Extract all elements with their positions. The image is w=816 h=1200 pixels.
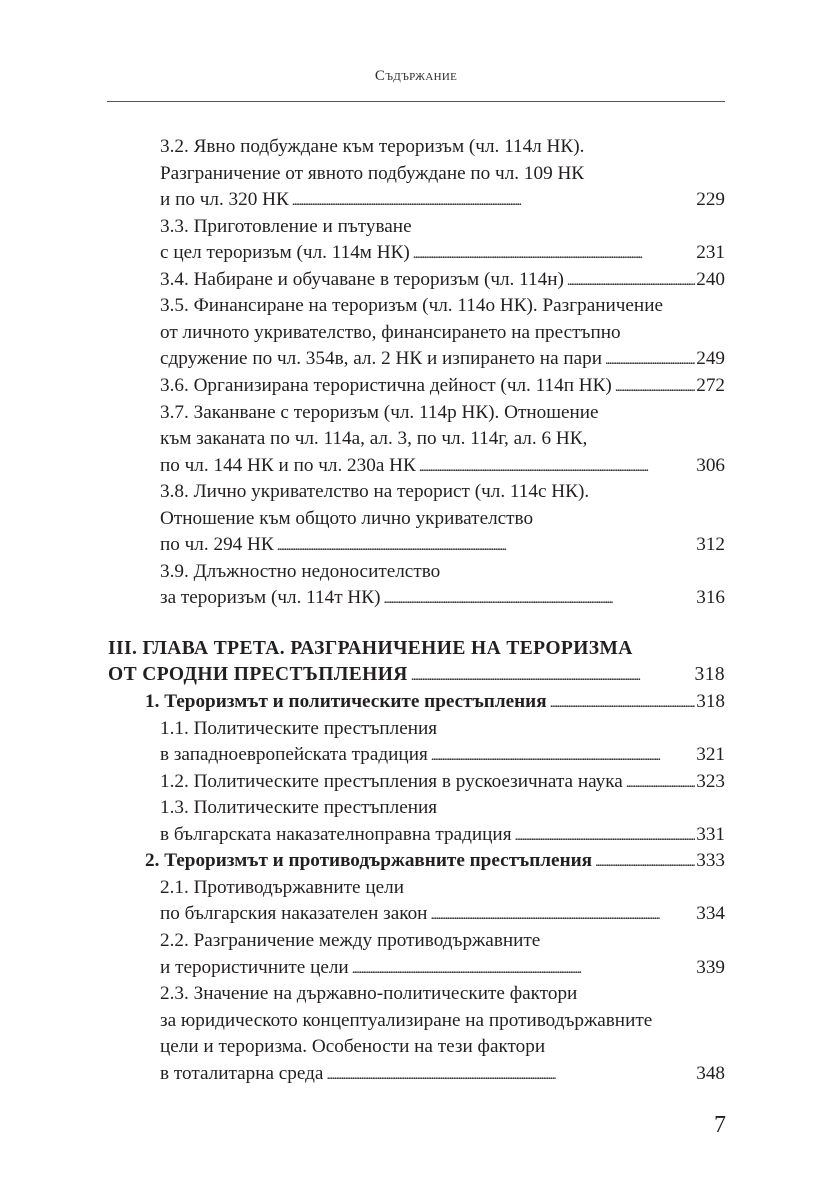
toc-entry-line xyxy=(160,559,725,585)
toc-entry-text: 3.8. Лично укривателство на терорист (чл. 114с НК). xyxy=(160,481,590,503)
toc-entry-line xyxy=(160,875,725,901)
toc-entry-line xyxy=(108,636,725,662)
toc-entry-line xyxy=(160,901,725,927)
toc-entry-text: към заканата по чл. 114а, ал. 3, по чл. 114г, ал. 6 НК, xyxy=(160,428,588,450)
toc-entry-line xyxy=(160,532,725,558)
toc-entry-line xyxy=(160,373,725,399)
toc-page-number: 333 xyxy=(696,850,725,872)
toc-entry-line xyxy=(160,585,725,611)
toc-entry-text: в тоталитарна среда xyxy=(160,1062,324,1084)
toc-page-number: 272 xyxy=(696,374,725,396)
toc-entry-text: Отношение към общото лично укривателство xyxy=(160,507,534,529)
toc-entry-line xyxy=(160,822,725,848)
toc-entry-text: за тероризъм (чл. 114т НК) xyxy=(160,587,381,609)
toc-entry-text: 1.2. Политическите престъпления в рускоезичната наука xyxy=(160,770,623,792)
toc-entry-line xyxy=(160,187,725,213)
toc-page-number: 240 xyxy=(696,268,725,290)
toc-entry-text: с цел тероризъм (чл. 114м НК) xyxy=(160,242,410,264)
toc-entry-text: 1. Тероризмът и политическите престъпления xyxy=(145,691,547,712)
toc-entry-text: по чл. 294 НК xyxy=(160,534,274,556)
toc-entry-text: от личното укривателство, финансирането на престъпно xyxy=(160,321,621,343)
toc-entry-text: в западноевропейската традиция xyxy=(160,744,428,766)
toc-page-number: 348 xyxy=(696,1062,725,1084)
dot-leader xyxy=(413,240,695,268)
toc-entry-line xyxy=(160,769,725,795)
toc-entry-text: в българската наказателноправна традиция xyxy=(160,823,512,845)
dot-leader xyxy=(326,1061,695,1089)
toc-entry-text: сдружение по чл. 354в, ал. 2 НК и изпирането на пари xyxy=(160,348,603,370)
dot-leader xyxy=(615,373,695,401)
toc-entry-line xyxy=(160,742,725,768)
toc-page-number: 334 xyxy=(696,903,725,925)
toc-entry-text: Разграничение от явното подбуждане по чл. 109 НК xyxy=(160,162,585,184)
toc-entry-line xyxy=(160,161,725,187)
dot-leader xyxy=(431,742,695,770)
toc-entry-text: 3.7. Заканване с тероризъм (чл. 114р НК). Отношение xyxy=(160,401,599,423)
toc-entry-line xyxy=(160,1034,725,1060)
toc-entry-line xyxy=(160,506,725,532)
toc-entry-line xyxy=(145,689,725,715)
toc-entry-text: 3.9. Длъжностно недоносителство xyxy=(160,560,441,582)
toc-entry-text: III. ГЛАВА ТРЕТА. РАЗГРАНИЧЕНИЕ НА ТЕРОРИЗМА xyxy=(108,637,633,659)
toc-entry-line xyxy=(108,662,725,688)
toc-page-number: 306 xyxy=(696,454,725,476)
toc-entry-text: 3.3. Приготовление и пътуване xyxy=(160,215,412,237)
toc-page-number: 318 xyxy=(696,691,725,712)
toc-entry-text: и терористичните цели xyxy=(160,956,349,978)
toc-entry-text: и по чл. 320 НК xyxy=(160,189,289,211)
toc-page-number: 229 xyxy=(696,189,725,211)
toc-entry-line xyxy=(145,848,725,874)
dot-leader xyxy=(550,689,696,717)
toc-entry-text: по чл. 144 НК и по чл. 230а НК xyxy=(160,454,416,476)
toc-page-number: 321 xyxy=(696,744,725,766)
toc-entry-line xyxy=(160,981,725,1007)
toc-page-number: 316 xyxy=(696,587,725,609)
toc-entry-line xyxy=(160,1061,725,1087)
toc-page-number: 318 xyxy=(694,664,725,686)
toc-entry-line xyxy=(160,716,725,742)
toc-entry-text: цели и тероризма. Особености на тези фактори xyxy=(160,1036,546,1058)
toc-entry-line xyxy=(160,795,725,821)
toc-page-number: 231 xyxy=(696,242,725,264)
toc-entry-text: по българския наказателен закон xyxy=(160,903,428,925)
dot-leader xyxy=(515,822,696,850)
dot-leader xyxy=(605,346,695,374)
toc-entry-text: 2.1. Противодържавните цели xyxy=(160,876,404,898)
toc-page-number: 331 xyxy=(696,823,725,845)
toc-entry-line xyxy=(160,453,725,479)
dot-leader xyxy=(292,187,695,215)
toc-entry-text: 3.6. Организирана терористична дейност (чл. 114п НК) xyxy=(160,374,612,396)
toc-entry-text: 3.4. Набиране и обучаване в тероризъм (чл. 114н) xyxy=(160,268,564,290)
running-head: Съдържание xyxy=(374,68,458,84)
toc-entry-text: 3.5. Финансиране на тероризъм (чл. 114о НК). Разграничение xyxy=(160,295,663,317)
dot-leader xyxy=(430,901,695,929)
toc-entry-line xyxy=(160,267,725,293)
dot-leader xyxy=(277,532,696,560)
toc-entry-text: 2. Тероризмът и противодържавните престъпления xyxy=(145,850,593,872)
toc-entry-line xyxy=(160,240,725,266)
toc-entry-text: за юридическото концептуализиране на противодържавните xyxy=(160,1009,653,1031)
dot-leader xyxy=(595,848,695,876)
toc-entry-line xyxy=(160,293,725,319)
toc-entry-line xyxy=(160,928,725,954)
toc-entry-line xyxy=(160,955,725,981)
toc-entry-line xyxy=(160,1008,725,1034)
dot-leader xyxy=(567,267,695,295)
toc-entry-text: ОТ СРОДНИ ПРЕСТЪПЛЕНИЯ xyxy=(108,664,408,686)
toc-entry-text: 3.2. Явно подбуждане към тероризъм (чл. 114л НК). xyxy=(160,136,585,157)
dot-leader xyxy=(383,585,695,613)
toc-entry-line xyxy=(160,400,725,426)
dot-leader xyxy=(411,662,694,690)
toc-entry-line xyxy=(160,214,725,240)
toc-entry-text: 1.3. Политическите престъпления xyxy=(160,797,438,819)
toc-page-number: 339 xyxy=(696,956,725,978)
toc-entry-text: 2.2. Разграничение между противодържавните xyxy=(160,929,541,951)
dot-leader xyxy=(419,453,695,481)
toc-entry-line xyxy=(160,479,725,505)
toc-entry-line xyxy=(160,320,725,346)
toc-entry-line xyxy=(160,426,725,452)
header-rule xyxy=(107,101,725,102)
toc-entry-line xyxy=(160,346,725,372)
dot-leader xyxy=(626,769,695,797)
toc-entry-text: 1.1. Политическите престъпления xyxy=(160,717,438,739)
toc-page-number: 312 xyxy=(696,534,725,556)
toc-entry-text: 2.3. Значение на държавно-политическите фактори xyxy=(160,983,578,1005)
toc-page-number: 249 xyxy=(696,348,725,370)
toc-entry-line xyxy=(160,134,725,160)
dot-leader xyxy=(352,955,696,983)
page-number: 7 xyxy=(714,1112,726,1138)
toc-page-number: 323 xyxy=(696,770,725,792)
